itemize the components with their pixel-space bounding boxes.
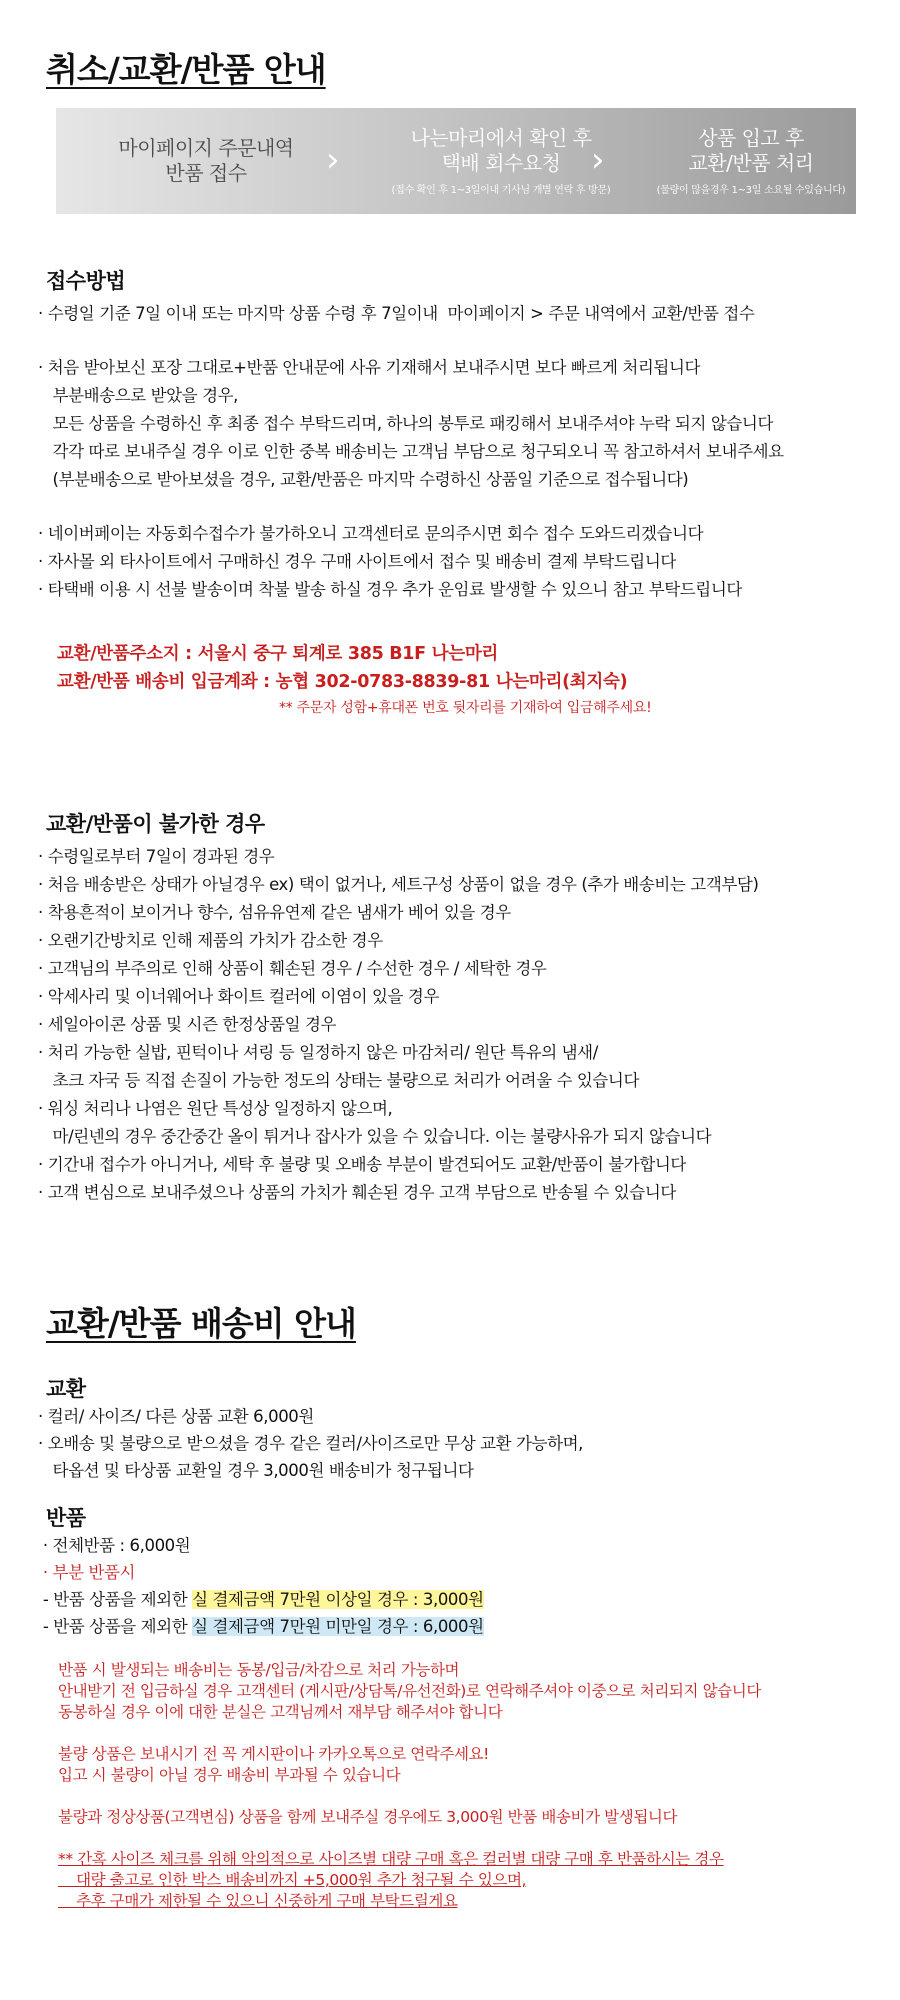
note-line: 불량과 정상상품(고객변심) 상품을 함께 보내주실 경우에도 3,000원 반품 배송비가 발생됩니다 xyxy=(58,1808,678,1826)
process-steps-banner xyxy=(56,108,856,214)
list-item: · 컬러/ 사이즈/ 다른 상품 교환 6,000원 xyxy=(38,1407,314,1426)
list-item: · 수령일 기준 7일 이내 또는 마지막 상품 수령 후 7일이내 마이페이지 > 주문 내역에서 교환/반품 접수 xyxy=(38,304,755,323)
list-item: · 기간내 접수가 아니거나, 세탁 후 불량 및 오배송 부분이 발견되어도 교환/반품이 불가합니다 xyxy=(38,1155,686,1174)
warning-line: 대량 출고로 인한 박스 배송비까지 +5,000원 추가 청구될 수 있으며, xyxy=(58,1871,527,1889)
return-notes xyxy=(58,1660,761,1912)
list-item: · 오랜기간방치로 인해 제품의 가치가 감소한 경우 xyxy=(38,931,383,950)
return-fee-list xyxy=(38,1532,870,1640)
warning-line: ** 간혹 사이즈 체크를 위해 악의적으로 사이즈별 대량 구매 혹은 컬러별 대량 구매 후 반품하시는 경우 xyxy=(58,1850,724,1868)
receipt-method-list xyxy=(38,300,870,604)
note-line: 반품 시 발생되는 배송비는 동봉/입금/차감으로 처리 가능하며 xyxy=(58,1661,460,1679)
list-item: · 타택배 이용 시 선불 발송이며 착불 발송 하실 경우 추가 운임료 발생할 수 있으니 참고 부탁드립니다 xyxy=(38,580,742,599)
list-item: · 세일아이콘 상품 및 시즌 한정상품일 경우 xyxy=(38,1015,337,1034)
list-item: · 고객 변심으로 보내주셨으나 상품의 가치가 훼손된 경우 고객 부담으로 반송될 수 있습니다 xyxy=(38,1183,676,1202)
list-item: 모든 상품을 수령하신 후 최종 접수 부탁드리며, 하나의 봉투로 패킹해서 보내주셔야 누락 되지 않습니다 xyxy=(38,414,774,433)
list-item: · 워싱 처리나 나염은 원단 특성상 일정하지 않으며, xyxy=(38,1099,393,1118)
note-spacer xyxy=(58,1786,761,1807)
step-3-note: (물량이 많을경우 1~3일 소요될 수있습니다) xyxy=(656,185,846,196)
fee-over-70k-highlight: 실 결제금액 7만원 이상일 경우 : 3,000원 xyxy=(192,1590,484,1609)
receipt-method-heading: 접수방법 xyxy=(46,269,126,293)
note-line: 안내받기 전 입금하실 경우 고객센터 (게시판/상담톡/유선전화)로 연락해주셔야 이중으로 처리되지 않습니다 xyxy=(58,1682,761,1700)
note-line: 동봉하실 경우 이에 대한 분실은 고객님께서 재부담 해주셔야 합니다 xyxy=(58,1703,503,1721)
fee-condition-prefix: - 반품 상품을 제외한 xyxy=(38,1590,193,1609)
list-item: · 처음 받아보신 포장 그대로+반품 안내문에 사유 기재해서 보내주시면 보다 빠르게 처리됩니다 xyxy=(38,358,701,377)
note-line: 입고 시 불량이 아닐 경우 배송비 부과될 수 있습니다 xyxy=(58,1766,401,1784)
list-item: 부분배송으로 받았을 경우, xyxy=(38,386,238,405)
step-2-label: 나는마리에서 확인 후 택배 회수요청 xyxy=(410,126,592,175)
step-2-note: (접수 확인 후 1~3일이내 기사님 개별 연락 후 방문) xyxy=(391,185,611,196)
list-item: · 처리 가능한 실밥, 핀턱이나 셔링 등 일정하지 않은 마감처리/ 원단 특유의 냄새/ xyxy=(38,1043,598,1062)
list-item: · 오배송 및 불량으로 받으셨을 경우 같은 컬러/사이즈로만 무상 교환 가능하며, xyxy=(38,1434,584,1453)
list-item: · 자사몰 외 타사이트에서 구매하신 경우 구매 사이트에서 접수 및 배송비 결제 부탁드립니다 xyxy=(38,552,676,571)
return-shipping-account: 교환/반품 배송비 입금계좌 : 농협 302-0783-8839-81 나는마리(최지숙) xyxy=(57,672,628,692)
chevron-right-icon: › xyxy=(326,140,340,180)
list-item: · 수령일로부터 7일이 경과된 경우 xyxy=(38,847,275,866)
list-item: 초크 자국 등 직접 손질이 가능한 정도의 상태는 불량으로 처리가 어려울 수 있습니다 xyxy=(38,1071,639,1090)
list-item: · 처음 배송받은 상태가 아닐경우 ex) 택이 없거나, 세트구성 상품이 없을 경우 (추가 배송비는 고객부담) xyxy=(38,875,759,894)
deposit-note: ** 주문자 성함+휴대폰 번호 뒷자리를 기재하여 입금해주세요! xyxy=(279,700,652,716)
chevron-right-icon: › xyxy=(591,140,605,180)
step-3-label: 상품 입고 후 교환/반품 처리 xyxy=(688,126,814,175)
exchange-heading: 교환 xyxy=(46,1377,86,1401)
partial-return-over-70k xyxy=(38,1586,870,1613)
list-item: · 네이버페이는 자동회수접수가 불가하오니 고객센터로 문의주시면 회수 접수 도와드리겠습니다 xyxy=(38,524,704,543)
note-spacer xyxy=(58,1828,761,1849)
list-item: 마/린넨의 경우 중간중간 올이 튀거나 잡사가 있을 수 있습니다. 이는 불량사유가 되지 않습니다 xyxy=(38,1127,712,1146)
return-heading: 반품 xyxy=(46,1506,86,1530)
list-item: (부분배송으로 받아보셨을 경우, 교환/반품은 마지막 수령하신 상품일 기준으로 접수됩니다) xyxy=(38,470,689,489)
step-1 xyxy=(86,108,326,214)
non-returnable-heading: 교환/반품이 불가한 경우 xyxy=(46,812,265,836)
note-spacer xyxy=(58,1723,761,1744)
list-spacer xyxy=(38,494,870,520)
list-item: 각각 따로 보내주실 경우 이로 인한 중복 배송비는 고객님 부담으로 청구되오니 꼭 참고하셔서 보내주세요 xyxy=(38,442,784,461)
list-item: · 악세사리 및 이너웨어나 화이트 컬러에 이염이 있을 경우 xyxy=(38,987,440,1006)
exchange-list xyxy=(38,1403,870,1484)
list-item: · 착용흔적이 보이거나 향수, 섬유유연제 같은 냄새가 베어 있을 경우 xyxy=(38,903,511,922)
fee-under-70k-highlight: 실 결제금액 7만원 미만일 경우 : 6,000원 xyxy=(192,1617,484,1636)
partial-return-label: · 부분 반품시 xyxy=(38,1563,136,1582)
list-item: · 고객님의 부주의로 인해 상품이 훼손된 경우 / 수선한 경우 / 세탁한 경우 xyxy=(38,959,547,978)
list-item: 타옵션 및 타상품 교환일 경우 3,000원 배송비가 청구됩니다 xyxy=(38,1461,474,1480)
fee-condition-prefix: - 반품 상품을 제외한 xyxy=(38,1617,193,1636)
return-address: 교환/반품주소지 : 서울시 중구 퇴계로 385 B1F 나는마리 xyxy=(57,644,499,664)
return-address-block xyxy=(57,640,652,716)
step-1-label: 마이페이지 주문내역 반품 접수 xyxy=(118,136,294,185)
partial-return-under-70k xyxy=(38,1613,870,1640)
step-3 xyxy=(646,108,856,214)
cancel-exchange-return-title: 취소/교환/반품 안내 xyxy=(46,50,326,89)
note-line: 불량 상품은 보내시기 전 꼭 게시판이나 카카오톡으로 연락주세요! xyxy=(58,1745,489,1763)
warning-line: 추후 구매가 제한될 수 있으니 신중하게 구매 부탁드릴게요 xyxy=(58,1892,458,1910)
shipping-fee-title: 교환/반품 배송비 안내 xyxy=(46,1304,356,1343)
full-return-fee: · 전체반품 : 6,000원 xyxy=(38,1536,191,1555)
non-returnable-list xyxy=(38,843,870,1207)
list-spacer xyxy=(38,328,870,354)
